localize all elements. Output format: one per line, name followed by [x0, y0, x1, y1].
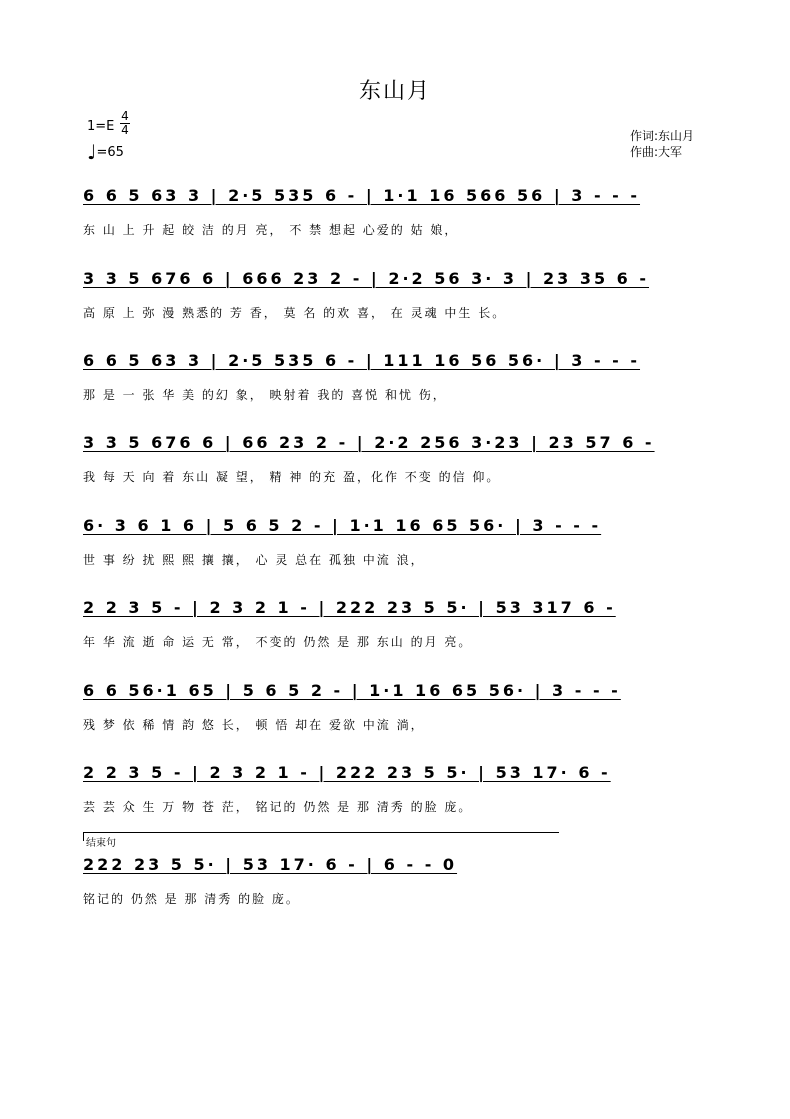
score-row-6: [83, 595, 713, 655]
score-row-9: [83, 852, 713, 912]
score-row-5: [83, 513, 713, 573]
ending-bracket: [83, 832, 559, 841]
score-row-7: [83, 678, 713, 738]
composer-credit: 作曲:大军: [630, 145, 683, 159]
lyrics-line: 高 原 上 弥 漫 熟悉的 芳 香， 莫 名 的欢 喜， 在 灵魂 中生 长。: [83, 306, 507, 320]
notation-line: 3 3 5 676 6 | 666 23 2 - | 2·2 56 3· 3 | 23 35 6 -: [83, 269, 649, 288]
score-row-3: [83, 348, 713, 408]
quarter-note-icon: ♩: [87, 140, 97, 164]
score-row-4: [83, 430, 713, 490]
notation-line: 6· 3 6 1 6 | 5 6 5 2 - | 1·1 16 65 56· | 3 - - -: [83, 516, 602, 535]
notation-line: 6 6 56·1 65 | 5 6 5 2 - | 1·1 16 65 56· | 3 - - -: [83, 681, 621, 700]
notation-line: 6 6 5 63 3 | 2·5 535 6 - | 1·1 16 566 56 | 3 - - -: [83, 186, 641, 205]
time-signature-bottom: 4: [121, 123, 129, 137]
song-title: 东山月: [358, 79, 431, 104]
lyrics-line: 年 华 流 逝 命 运 无 常， 不变的 仍然 是 那 东山 的月 亮。: [83, 635, 473, 649]
lyrics-line: 那 是 一 张 华 美 的幻 象， 映射着 我的 喜悦 和忧 伤，: [83, 388, 447, 402]
tempo-value: =65: [96, 145, 124, 160]
notation-line: 3 3 5 676 6 | 66 23 2 - | 2·2 256 3·23 | 23 57 6 -: [83, 433, 655, 452]
ending-label: 结束句: [86, 838, 116, 849]
time-signature: [120, 110, 130, 137]
lyrics-line: 东 山 上 升 起 皎 洁 的月 亮， 不 禁 想起 心爱的 姑 娘，: [83, 223, 459, 237]
lyricist-credit: 作词:东山月: [630, 129, 695, 143]
time-signature-top: 4: [121, 109, 129, 123]
lyrics-line: 残 梦 依 稀 情 韵 悠 长， 顿 悟 却在 爱欲 中流 淌，: [83, 718, 425, 732]
tempo-marking: [87, 140, 124, 164]
notation-line: 2 2 3 5 - | 2 3 2 1 - | 222 23 5 5· | 53 317 6 -: [83, 598, 616, 617]
score-row-1: [83, 183, 713, 243]
notation-line: 6 6 5 63 3 | 2·5 535 6 - | 111 16 56 56· | 3 - - -: [83, 351, 641, 370]
score-row-8: [83, 760, 713, 820]
lyrics-line: 我 每 天 向 着 东山 凝 望， 精 神 的充 盈，化作 不变 的信 仰。: [83, 470, 501, 484]
credits: [630, 128, 694, 160]
lyrics-line: 铭记的 仍然 是 那 清秀 的脸 庞。: [83, 892, 300, 906]
key-signature: 1=E: [87, 119, 115, 134]
lyrics-line: 世 事 纷 扰 熙 熙 攘 攘， 心 灵 总在 孤独 中流 浪，: [83, 553, 425, 567]
notation-line: 2 2 3 5 - | 2 3 2 1 - | 222 23 5 5· | 53 17· 6 -: [83, 763, 611, 782]
notation-line: 222 23 5 5· | 53 17· 6 - | 6 - - 0: [83, 855, 458, 874]
lyrics-line: 芸 芸 众 生 万 物 苍 茫， 铭记的 仍然 是 那 清秀 的脸 庞。: [83, 800, 473, 814]
score-row-2: [83, 266, 713, 326]
